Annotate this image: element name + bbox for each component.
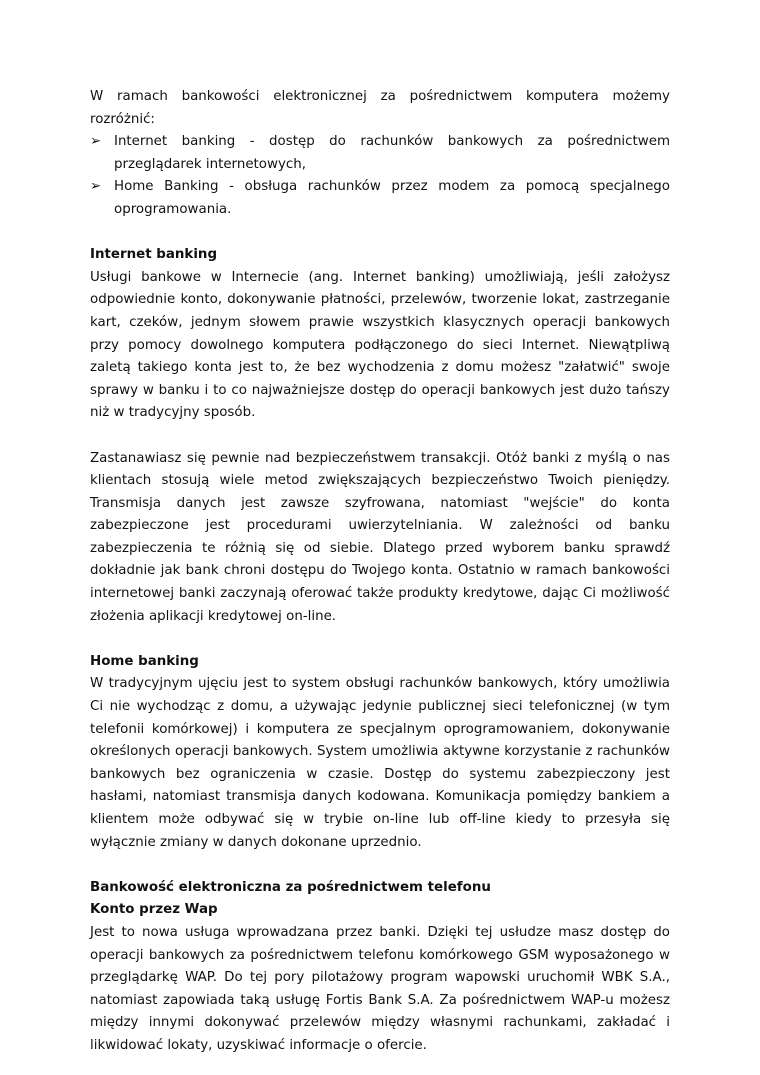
paragraph: W tradycyjnym ujęciu jest to system obsługi rachunków bankowych, który umożliwia Ci nie wychodząc z domu, a używając jedynie publicznej sieci telefonicznej (w tym telefonii komórkowej) i komputera ze specjalnym oprogramowaniem, dokonywanie określonych operacji bankowych. System umożliwia aktywne korzystanie z rachunków bankowych bez ograniczenia w czasie. Dostęp do systemu zabezpieczony jest hasłami, natomiast transmisja danych kodowana. Komunikacja pomiędzy bankiem a klientem może odbywać się w trybie on-line lub off-line kiedy to przesyła się wyłącznie zmiany w danych dokonane uprzednio. (90, 676, 670, 850)
list-item (90, 176, 670, 221)
arrow-bullet-icon: ➢ (90, 134, 102, 150)
list-item (90, 131, 670, 176)
subsection-heading-wap: Konto przez Wap (90, 902, 218, 918)
bullet-list (90, 131, 670, 221)
spacer (90, 425, 670, 448)
spacer (90, 628, 670, 651)
spacer (90, 854, 670, 877)
paragraph: Zastanawiasz się pewnie nad bezpieczeństwem transakcji. Otóż banki z myślą o nas klientach stosują wiele metod zwiększających bezpieczeństwo Twoich pieniędzy. Transmisja danych jest zawsze szyfrowana, natomiast "wejście" do konta zabezpieczone jest procedurami uwierzytelniania. W zależności od banku zabezpieczenia te różnią się od siebie. Dlatego przed wyborem banku sprawdź dokładnie jak bank chroni dostępu do Twojego konta. Ostatnio w ramach bankowości internetowej banki zaczynają oferować także produkty kredytowe, dając Ci możliwość złożenia aplikacji kredytowej on-line. (90, 450, 670, 624)
list-item-text: Internet banking - dostęp do rachunków bankowych za pośrednictwem przeglądarek internetowych, (114, 134, 670, 172)
arrow-bullet-icon: ➢ (90, 179, 102, 195)
intro-text: W ramach bankowości elektronicznej za pośrednictwem komputera możemy rozróżnić: (90, 89, 670, 127)
document-page (90, 86, 670, 1058)
paragraph: Usługi bankowe w Internecie (ang. Internet banking) umożliwiają, jeśli założysz odpowiednie konto, dokonywanie płatności, przelewów, tworzenie lokat, zastrzeganie kart, czeków, jednym słowem prawie wszystkich klasycznych operacji bankowych przy pomocy dowolnego komputera podłączonego do sieci Internet. Niewątpliwą zaletą takiego konta jest to, że bez wychodzenia z domu możesz "załatwić" swoje sprawy w banku i to co najważniejsze dostęp do operacji bankowych jest dużo tańszy niż w tradycyjny sposób. (90, 269, 670, 421)
paragraph: Jest to nowa usługa wprowadzana przez banki. Dzięki tej usłudze masz dostęp do operacji bankowych za pośrednictwem telefonu komórkowego GSM wyposażonego w przeglądarkę WAP. Do tej pory pilotażowy program wapowski uruchomił WBK S.A., natomiast zapowiada taką usługę Fortis Bank S.A. Za pośrednictwem WAP-u możesz między innymi dokonywać przelewów między własnymi rachunkami, zakładać i likwidować lokaty, uzyskiwać informacje o ofercie. (90, 924, 670, 1053)
list-item-text: Home Banking - obsługa rachunków przez modem za pomocą specjalnego oprogramowania. (114, 179, 670, 217)
section-heading-internet-banking: Internet banking (90, 247, 218, 263)
section-heading-home-banking: Home banking (90, 653, 199, 669)
spacer (90, 222, 670, 245)
section-heading-phone-banking: Bankowość elektroniczna za pośrednictwem telefonu (90, 879, 491, 895)
